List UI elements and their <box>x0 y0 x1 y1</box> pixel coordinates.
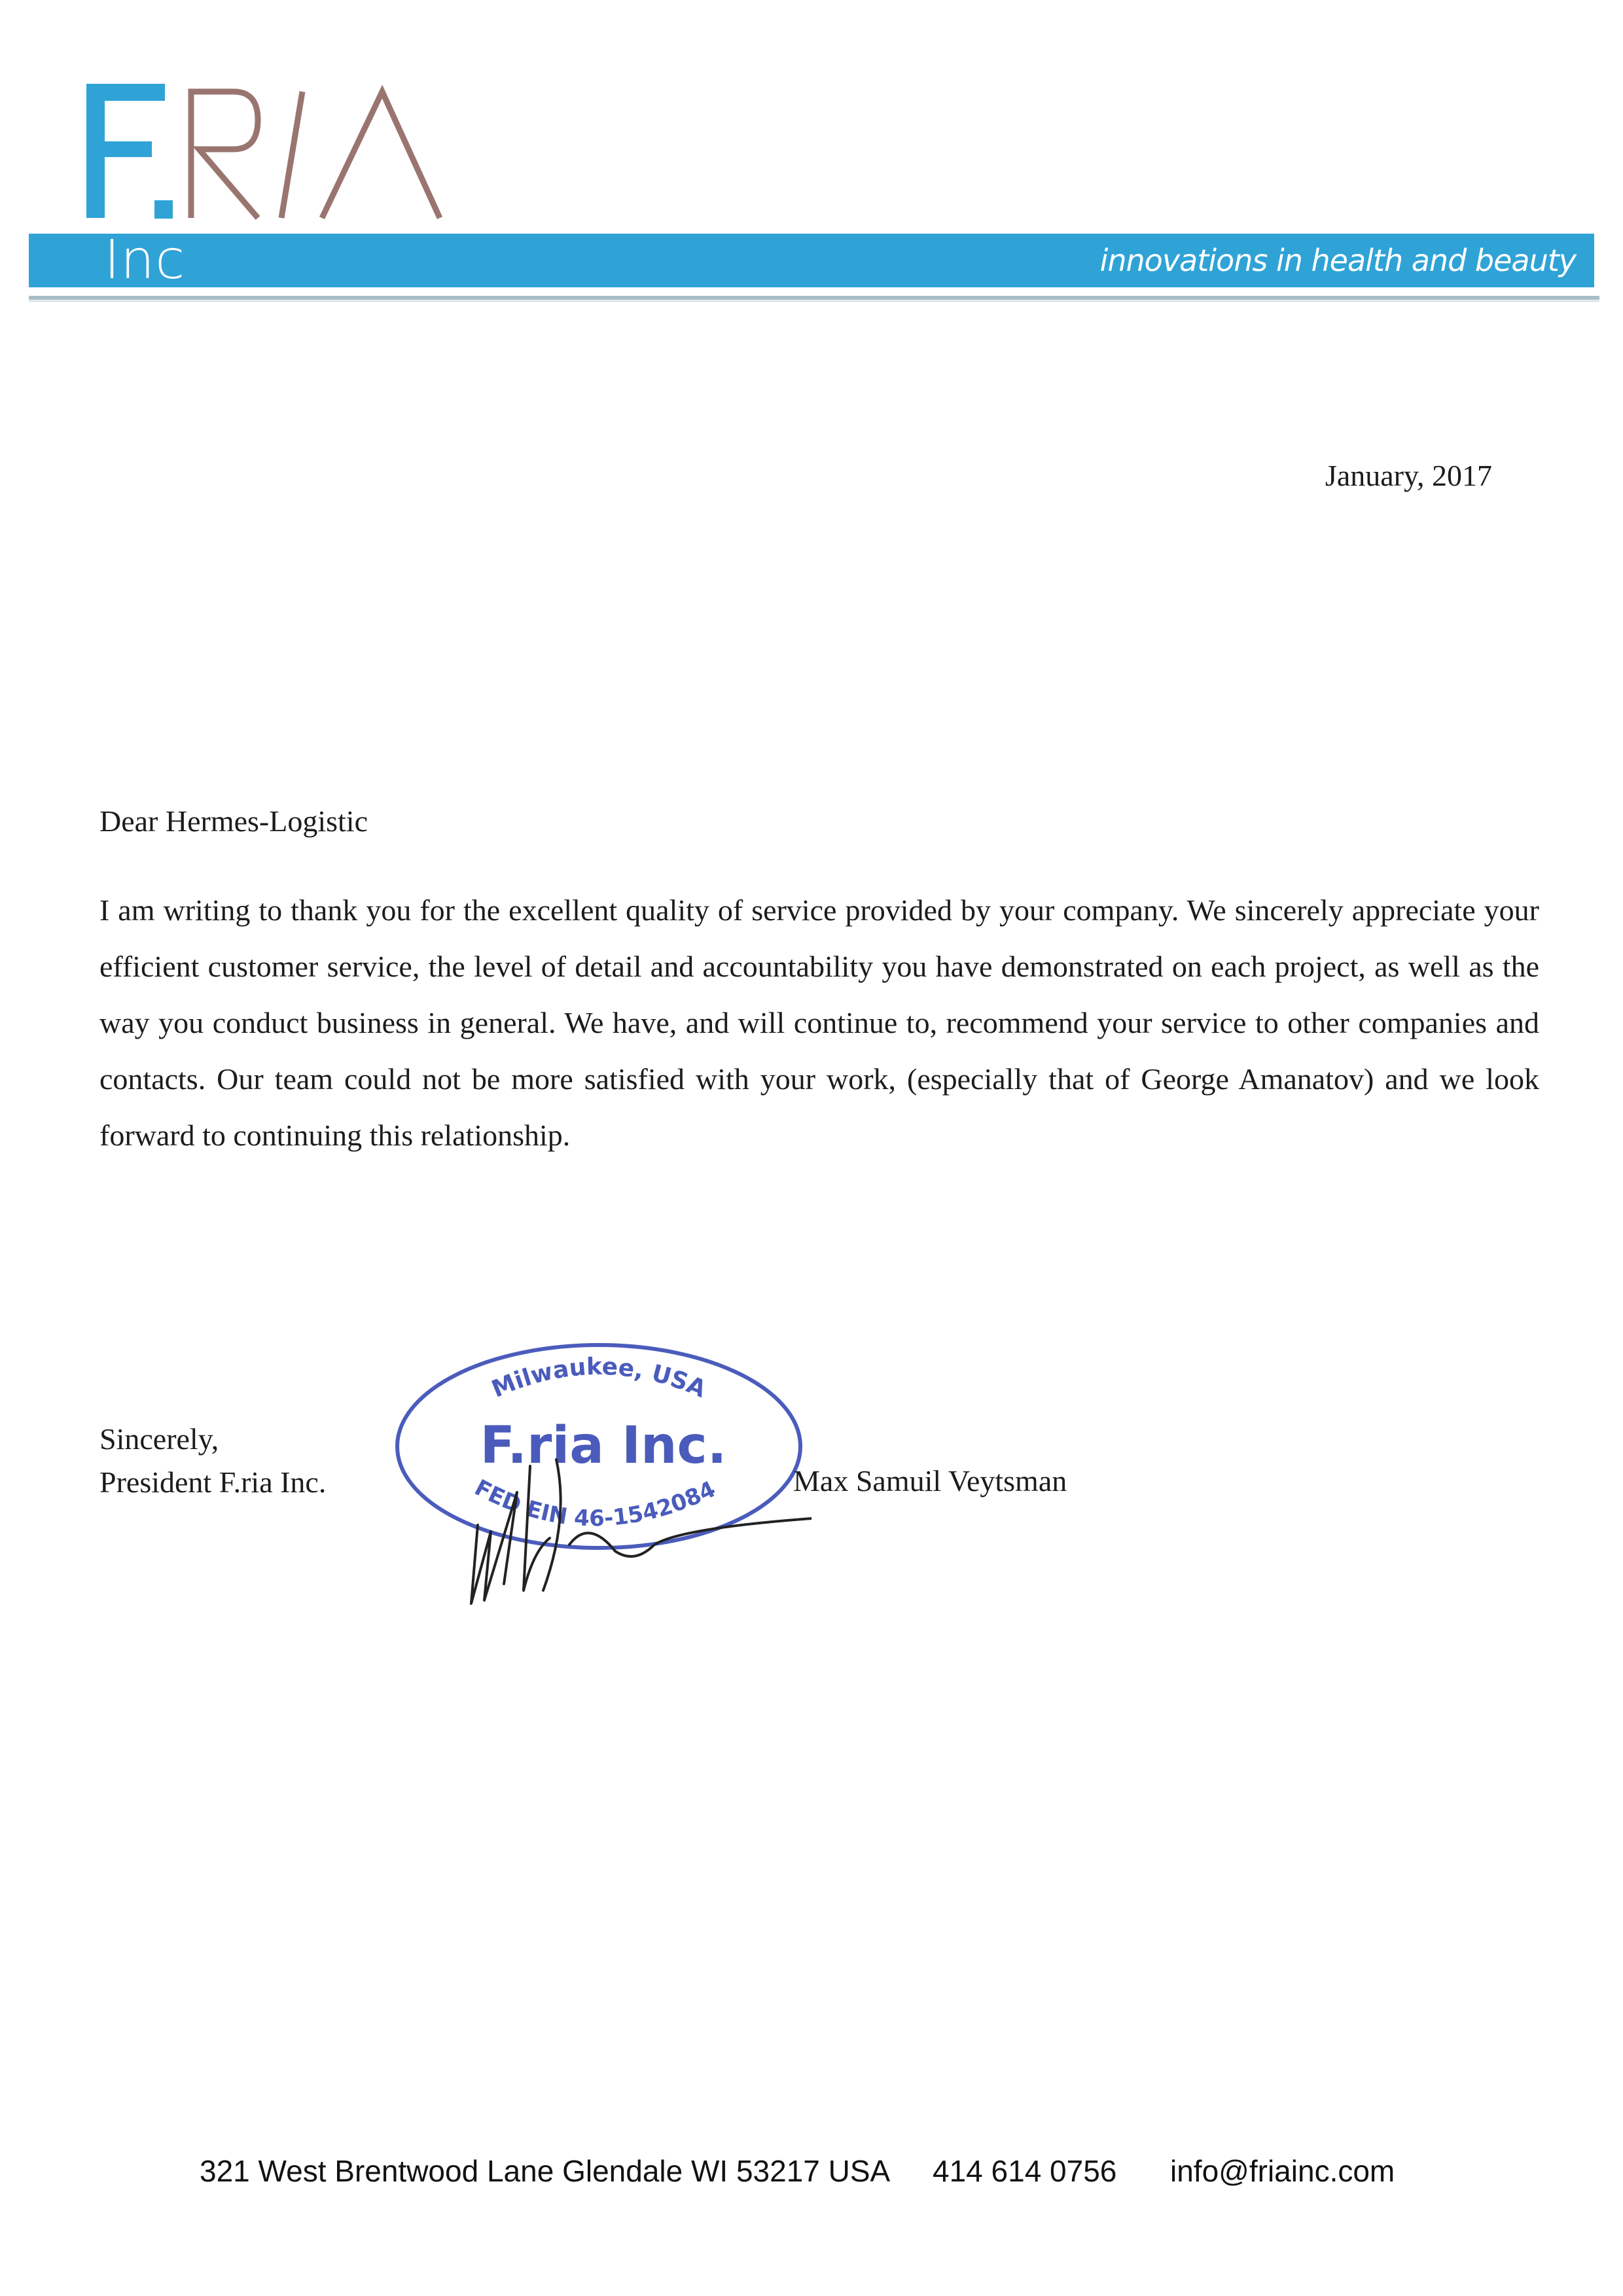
signer-title: President F.ria Inc. <box>99 1465 327 1499</box>
letter-closing: Sincerely, <box>99 1422 219 1456</box>
letter-closing-block <box>99 1418 326 1504</box>
signer-name: Max Samuil Veytsman <box>793 1464 1067 1498</box>
letterhead-tagline: innovations in health and beauty <box>1099 243 1576 278</box>
letterhead-band <box>29 229 1594 291</box>
letter-body: I am writing to thank you for the excellent quality of service provided by your company. We sincerely appreciate your efficient customer service, the level of detail and accountability you have demonstrated on each project, as well as the way you conduct business in general. We have, and will continue to, recommend your service to other companies and contacts. Our team could not be more satisfied with your work, (especially that of George Amanatov) and we look forward to continuing this relationship. <box>99 893 1539 1152</box>
svg-text:F.ria Inc.: F.ria Inc. <box>480 1416 727 1475</box>
letterhead-inc-label: Inc <box>104 229 186 291</box>
company-logo <box>86 84 453 228</box>
footer-address: 321 West Brentwood Lane Glendale WI 53217 USA <box>200 2154 891 2188</box>
svg-text:Milwaukee, USA: Milwaukee, USA <box>488 1353 710 1403</box>
letter-salutation: Dear Hermes-Logistic <box>99 804 368 838</box>
footer-email-link[interactable]: info@friainc.com <box>1170 2154 1395 2188</box>
signature <box>419 1420 812 1610</box>
footer-phone: 414 614 0756 <box>933 2154 1117 2188</box>
letter-date: January, 2017 <box>1325 459 1492 492</box>
svg-text:FED EIN 46-1542084: FED EIN 46-1542084 <box>470 1474 720 1532</box>
letterhead-rule-light <box>29 300 1599 302</box>
letterhead-rule <box>29 296 1599 300</box>
